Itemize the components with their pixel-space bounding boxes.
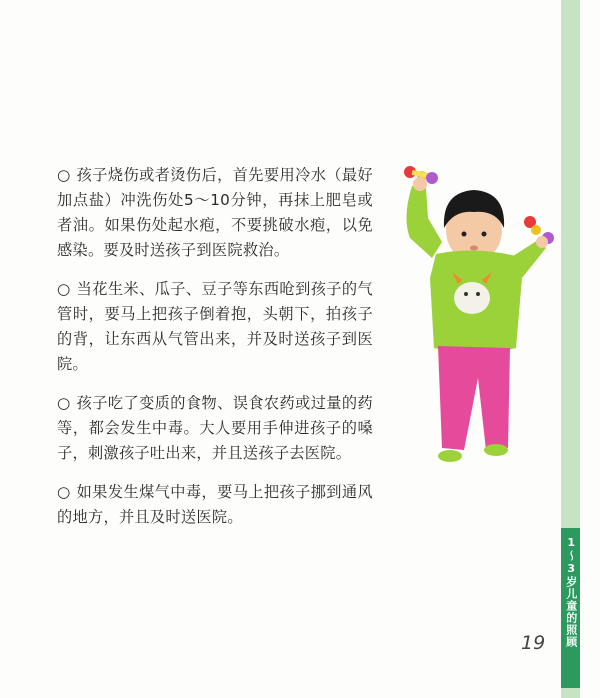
child-with-rattles-photo	[392, 158, 564, 468]
paragraph-gas-poisoning	[57, 480, 373, 530]
paragraph-choking	[57, 277, 373, 377]
bullet-circle-icon: ○	[57, 394, 71, 412]
chapter-tab-label: 1～3岁儿童的照顾	[564, 536, 578, 648]
bullet-circle-icon: ○	[57, 280, 71, 298]
paragraph-text: 如果发生煤气中毒，要马上把孩子挪到通风的地方，并且及时送医院。	[57, 483, 373, 526]
bullet-circle-icon: ○	[57, 166, 71, 184]
paragraph-text: 孩子烧伤或者烫伤后，首先要用冷水（最好加点盐）冲洗伤处5～10分钟，再抹上肥皂或者油。如果伤处起水疱，不要挑破水疱，以免感染。要及时送孩子到医院救治。	[57, 166, 373, 259]
body-text	[57, 163, 373, 544]
paragraph-text: 孩子吃了变质的食物、误食农药或过量的药等，都会发生中毒。大人要用手伸进孩子的嗓子，刺激孩子吐出来，并且送孩子去医院。	[57, 394, 373, 462]
paragraph-poisoning	[57, 391, 373, 466]
chapter-tab	[561, 528, 580, 688]
page-number: 19	[521, 632, 546, 654]
paragraph-burns	[57, 163, 373, 263]
bullet-circle-icon: ○	[57, 483, 71, 501]
paragraph-text: 当花生米、瓜子、豆子等东西呛到孩子的气管时，要马上把孩子倒着抱，头朝下，拍孩子的背，让东西从气管出来，并及时送孩子到医院。	[57, 280, 373, 373]
